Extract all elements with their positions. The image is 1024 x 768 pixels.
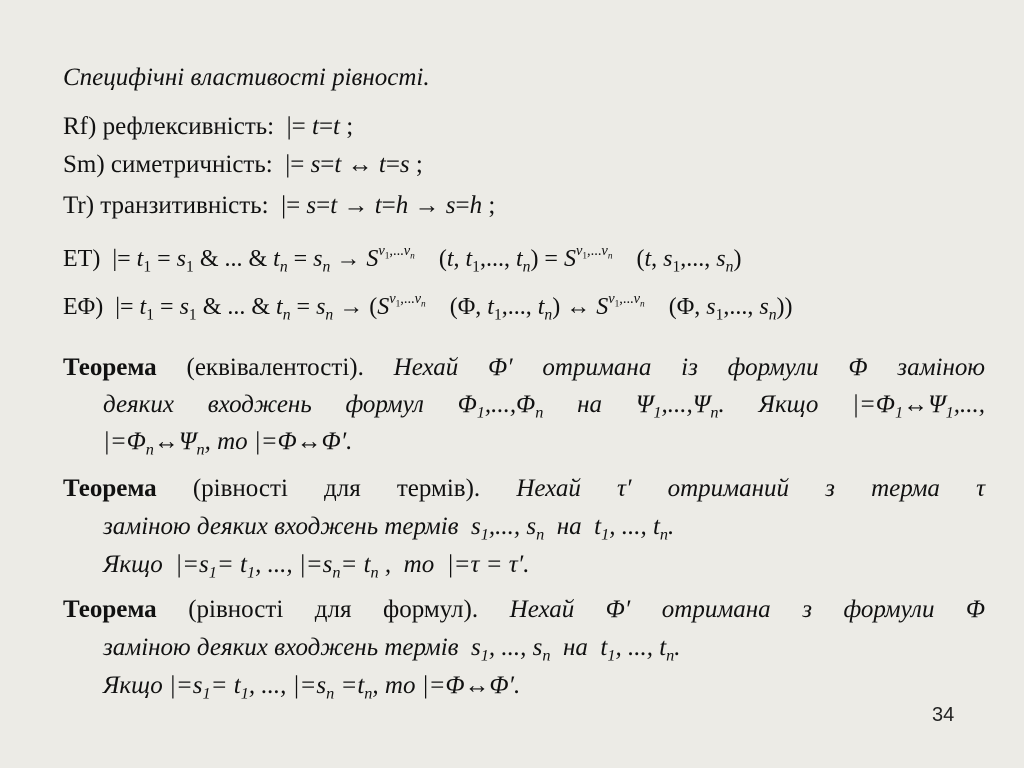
theorem-2-line-3: Якщо $|=s_1= t_1$, ..., $|=s_n= t_n$ , то |=τ = τ′.: [103, 551, 530, 582]
ef-formula: |= $t_1 = s_1$ & ... & $t_n = s_n \to (S^{v_1,...v_n}$ (Φ, $t_1$,..., $t_n$) ↔ $S^{v_1,...v_n}$ (Φ, $s_1$,..., $s_n$)): [115, 291, 793, 324]
theorem-1-line-3: $|=\Phi_n\leftrightarrow\Psi_n$, то |=Φ↔Φ′.: [103, 428, 353, 459]
theorem-2-line-1: Теорема (рівності для термів). Нехай τ′ отриманий з терма τ: [63, 475, 986, 502]
tr-label: Tr) транзитивність:: [63, 192, 269, 219]
theorem-2-type: (рівності для термів).: [192, 475, 481, 502]
theorem-3-line-1: Теорема (рівності для формул). Нехай Φ′ отримана з формули Φ: [63, 596, 985, 623]
ef-label: EΦ): [63, 294, 104, 320]
et-formula: |= $t_1 = s_1$ & ... & $t_n = s_n \to S^{v_1,...v_n}$ (t, $t_1$,..., $t_n) = S^{v_1,...v_n}$ (t, $s_1$,..., $s_n$): [112, 243, 742, 276]
page-number: 34: [932, 704, 955, 726]
property-ef: [63, 291, 793, 324]
theorem-3-heading: Теорема: [63, 596, 157, 623]
property-sm: [63, 151, 423, 179]
theorem-3-line-3: Якщо $|=s_1= t_1$, ..., $|=s_n =t_n$, то |=Φ↔Φ′.: [103, 672, 521, 703]
theorem-formulas: [63, 596, 985, 624]
theorem-2-line-2: заміною деяких входжень термів $s_1$,..., $s_n$ на $t_1$, ..., $t_n$.: [103, 513, 675, 544]
rf-formula: |= t=t ;: [286, 113, 354, 140]
theorem-1-type: (еквівалентості).: [186, 354, 364, 381]
theorem-1-line-2: деяких входжень формул $\Phi_1,...,\Phi_n$ на $\Psi_1,...,\Psi_n$. Якщо $|=\Phi_1\leftrightarrow\Psi_1$,...,: [103, 391, 986, 422]
theorem-2-heading: Теорема: [63, 475, 157, 502]
rf-label: Rf) рефлексивність:: [63, 113, 275, 140]
theorem-3-line-2: заміною деяких входжень термів $s_1$, ..., $s_n$ на $t_1$, ..., $t_n$.: [103, 634, 681, 665]
sm-formula: |= s=t ↔ t=s ;: [285, 151, 423, 178]
theorem-1-line-1: Теорема (еквівалентості). Нехай Φ′ отримана із формули Φ заміною: [63, 354, 985, 381]
theorem-terms: [63, 475, 985, 503]
theorem-equivalence: [63, 354, 985, 382]
et-label: ET): [63, 246, 101, 272]
theorem-1-heading: Теорема: [63, 354, 157, 381]
property-rf: [63, 113, 353, 141]
theorem-3-type: (рівності для формул).: [188, 596, 479, 623]
tr-formula: |= s=t → t=h → s=h ;: [281, 192, 496, 219]
sm-label: Sm) симетричність:: [63, 151, 273, 178]
property-et: [63, 243, 742, 276]
slide-title: Специфічні властивості рівності.: [63, 64, 430, 91]
property-tr: [63, 192, 495, 220]
